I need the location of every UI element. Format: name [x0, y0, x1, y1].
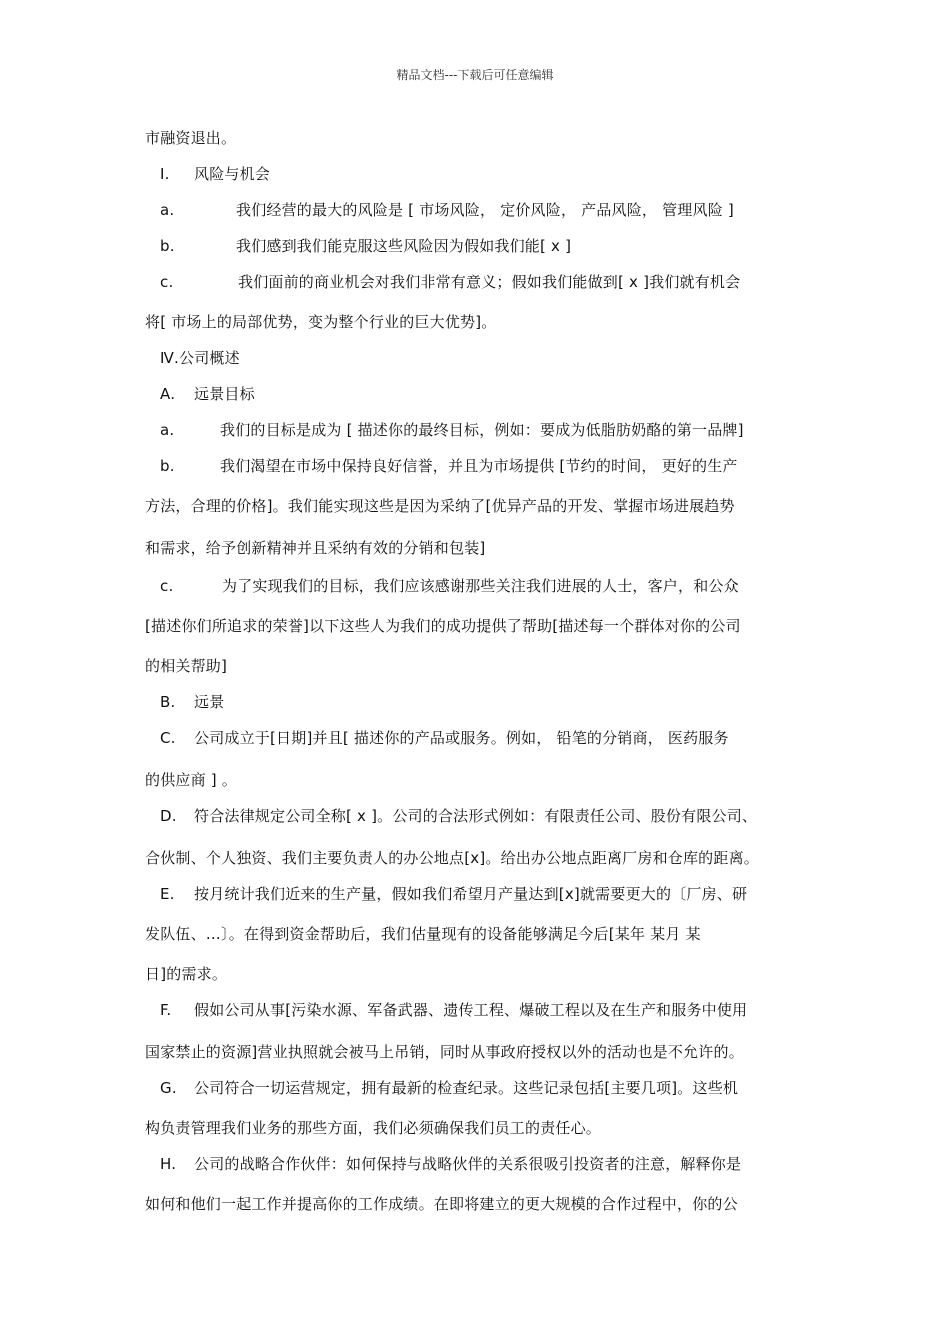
- line-text: 市融资退出。: [145, 129, 237, 147]
- line-text: 公司符合一切运营规定，拥有最新的检查纪录。这些记录包括[主要几项]。这些机: [194, 1079, 739, 1097]
- line-continuation: [145, 616, 741, 636]
- line-continuation: [145, 312, 496, 332]
- list-item: [160, 200, 734, 220]
- line-continuation: [145, 1042, 744, 1062]
- line-text: 符合法律规定公司全称[ x ]。公司的合法形式例如：有限责任公司、股份有限公司、: [194, 807, 758, 825]
- line-label: c.: [160, 577, 174, 595]
- line-label: D.: [160, 807, 177, 825]
- line-label: A.: [160, 385, 176, 403]
- line-text: 方法，合理的价格]。我们能实现这些是因为采纳了[优异产品的开发、掌握市场进展趋势: [145, 497, 735, 515]
- line-text: 我们面前的商业机会对我们非常有意义；假如我们能做到[ x ]我们就有机会: [238, 273, 741, 291]
- line-label: C.: [160, 729, 176, 747]
- subsection-item: [160, 728, 729, 748]
- line-text: 发队伍、…〕。在得到资金帮助后，我们估量现有的设备能够满足今后[某年 某月 某: [145, 925, 701, 943]
- line-label: I.: [160, 165, 170, 183]
- line-label: a.: [160, 201, 175, 219]
- line-text: 远景目标: [194, 385, 255, 403]
- line-label: F.: [160, 1001, 172, 1019]
- line-text: 公司的战略合作伙伴：如何保持与战略伙伴的关系很吸引投资者的注意，解释你是: [194, 1155, 742, 1173]
- line-text: 国家禁止的资源]营业执照就会被马上吊销，同时从事政府授权以外的活动也是不允许的。: [145, 1043, 744, 1061]
- list-item: [160, 576, 739, 596]
- line-label: b.: [160, 457, 175, 475]
- line-text: 假如公司从事[污染水源、军备武器、遗传工程、爆破工程以及在生产和服务中使用: [194, 1001, 748, 1019]
- line-text: 日]的需求。: [145, 965, 228, 983]
- line-text: 合伙制、个人独资、我们主要负责人的办公地点[x]。给出办公地点距离厂房和仓库的距离。: [145, 849, 759, 867]
- line-continuation: [145, 770, 237, 790]
- line-text: 按月统计我们近来的生产量，假如我们希望月产量达到[x]就需要更大的〔厂房、研: [194, 885, 748, 903]
- line-text: 远景: [194, 693, 225, 711]
- line-text: 的相关帮助]: [145, 657, 228, 675]
- line-continuation: [145, 538, 485, 558]
- list-item: [160, 272, 740, 292]
- list-item: [160, 456, 738, 476]
- line-continuation: [145, 924, 701, 944]
- line-text: [描述你们所追求的荣誉]以下这些人为我们的成功提供了帮助[描述每一个群体对你的公司: [145, 617, 741, 635]
- line-label: B.: [160, 693, 176, 711]
- line-continuation: [145, 1194, 738, 1214]
- line-text: 我们经营的最大的风险是 [ 市场风险， 定价风险， 产品风险， 管理风险 ]: [236, 201, 734, 219]
- section-heading: [160, 164, 270, 184]
- line-continuation: [145, 964, 227, 984]
- line-text: 将[ 市场上的局部优势，变为整个行业的巨大优势]。: [145, 313, 497, 331]
- line-continuation: [145, 496, 735, 516]
- subsection-item: [160, 884, 747, 904]
- subsection-heading: [160, 692, 224, 712]
- subsection-item: [160, 1000, 747, 1020]
- line-label: a.: [160, 421, 175, 439]
- list-item: [160, 236, 571, 256]
- line-text: 如何和他们一起工作并提高你的工作成绩。在即将建立的更大规模的合作过程中，你的公: [145, 1195, 738, 1213]
- line-text: 构负责管理我们业务的那些方面，我们必须确保我们员工的责任心。: [145, 1119, 602, 1137]
- line-label: G.: [160, 1079, 177, 1097]
- subsection-item: [160, 1078, 738, 1098]
- line-continuation: [145, 656, 227, 676]
- list-item: [160, 420, 744, 440]
- line-label: H.: [160, 1155, 177, 1173]
- subsection-heading: [160, 384, 255, 404]
- page-header: 精品文档---下载后可任意编辑: [396, 68, 554, 82]
- line-text: 为了实现我们的目标，我们应该感谢那些关注我们进展的人士，客户，和公众: [222, 577, 739, 595]
- subsection-item: [160, 806, 757, 826]
- line-continuation: [145, 848, 759, 868]
- line-continuation: [145, 1118, 601, 1138]
- line-text: 我们渴望在市场中保持良好信誉，并且为市场提供 [节约的时间， 更好的生产: [220, 457, 738, 475]
- line-text: 我们的目标是成为 [ 描述你的最终目标，例如：要成为低脂肪奶酪的第一品牌]: [220, 421, 744, 439]
- line-text: Ⅳ.公司概述: [160, 349, 240, 367]
- section-heading: [160, 348, 240, 368]
- line-text: 我们感到我们能克服这些风险因为假如我们能[ x ]: [236, 237, 572, 255]
- subsection-item: [160, 1154, 741, 1174]
- line-label: E.: [160, 885, 175, 903]
- line-text: 和需求，给予创新精神并且采纳有效的分销和包装]: [145, 539, 486, 557]
- line-label: c.: [160, 273, 174, 291]
- line-continuation: [145, 128, 236, 148]
- line-label: b.: [160, 237, 175, 255]
- line-text: 的供应商 ] 。: [145, 771, 237, 789]
- line-text: 公司成立于[日期]并且[ 描述你的产品或服务。例如， 铅笔的分销商， 医药服务: [194, 729, 729, 747]
- line-text: 风险与机会: [194, 165, 271, 183]
